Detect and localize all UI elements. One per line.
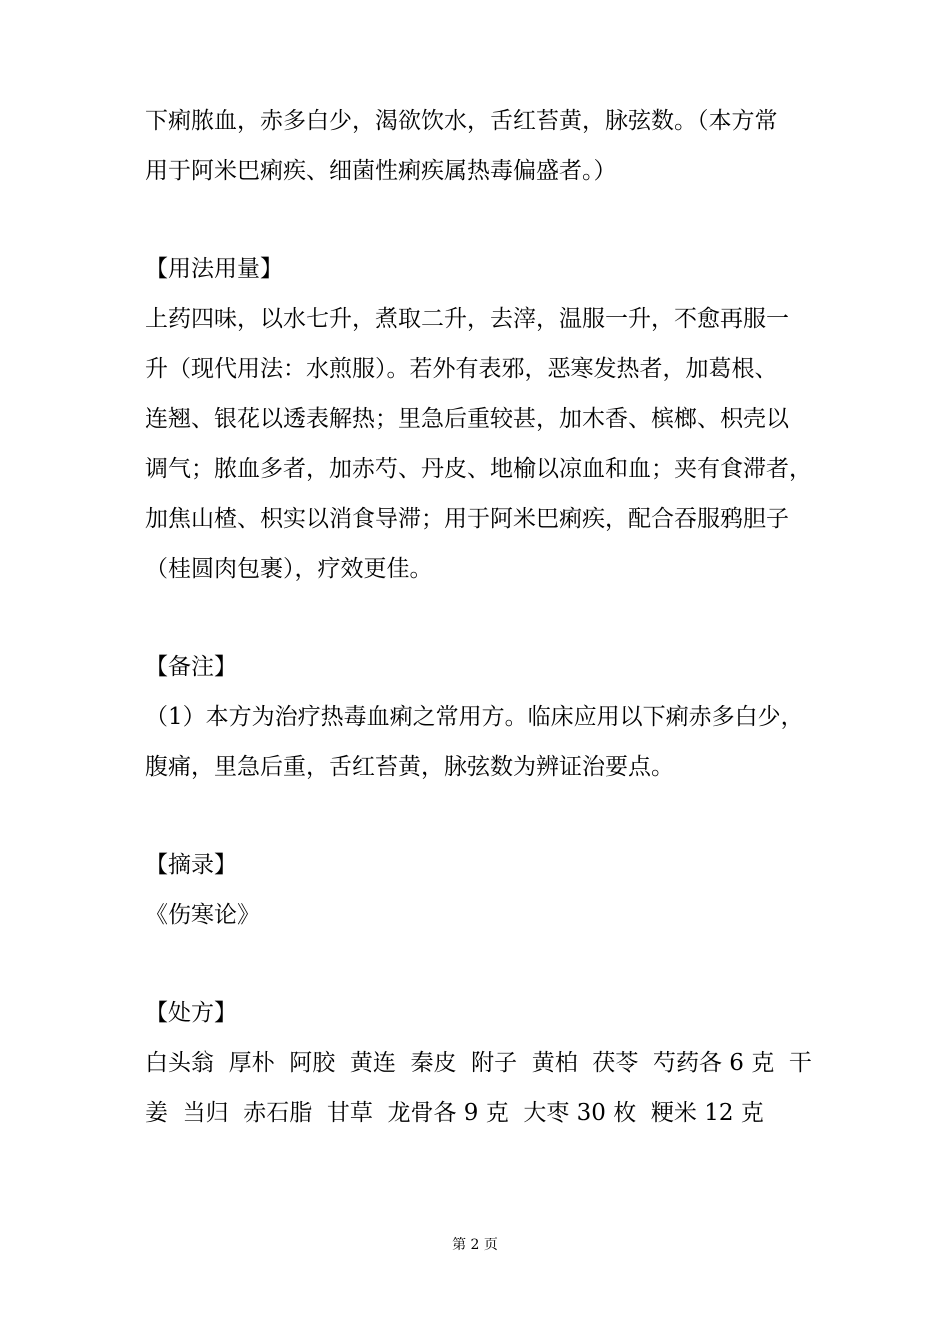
excerpt-heading: 【摘录】 [145, 852, 237, 878]
prescription-line-1: 白头翁 厚朴 阿胶 黄连 秦皮 附子 黄柏 茯苓 芍药各 6 克 干 [145, 1050, 812, 1076]
usage-line-1: 上药四味，以水七升，煮取二升，去滓，温服一升，不愈再服一 [145, 306, 789, 332]
notes-line-1: （1）本方为治疗热毒血痢之常用方。临床应用以下痢赤多白少， [145, 704, 804, 730]
excerpt-source: 《伤寒论》 [145, 902, 260, 928]
notes-heading: 【备注】 [145, 654, 237, 680]
usage-line-2: 升（现代用法：水煎服）。若外有表邪，恶寒发热者，加葛根、 [145, 356, 778, 382]
notes-line-2: 腹痛，里急后重，舌红苔黄，脉弦数为辨证治要点。 [145, 754, 674, 780]
usage-heading: 【用法用量】 [145, 256, 283, 282]
usage-line-6: （桂圆肉包裹），疗效更佳。 [145, 556, 433, 582]
prescription-line-2: 姜 当归 赤石脂 甘草 龙骨各 9 克 大枣 30 枚 粳米 12 克 [145, 1100, 764, 1126]
usage-line-4: 调气；脓血多者，加赤芍、丹皮、地榆以凉血和血；夹有食滞者， [145, 456, 812, 482]
prescription-heading: 【处方】 [145, 1000, 237, 1026]
usage-line-5: 加焦山楂、枳实以消食导滞；用于阿米巴痢疾，配合吞服鸦胆子 [145, 506, 789, 532]
intro-line-1: 下痢脓血，赤多白少，渴欲饮水，舌红苔黄，脉弦数。（本方常 [145, 108, 778, 134]
page-number: 第 2 页 [452, 1237, 498, 1253]
usage-line-3: 连翘、银花以透表解热；里急后重较甚，加木香、槟榔、枳壳以 [145, 406, 789, 432]
intro-line-2: 用于阿米巴痢疾、细菌性痢疾属热毒偏盛者。） [145, 158, 617, 184]
